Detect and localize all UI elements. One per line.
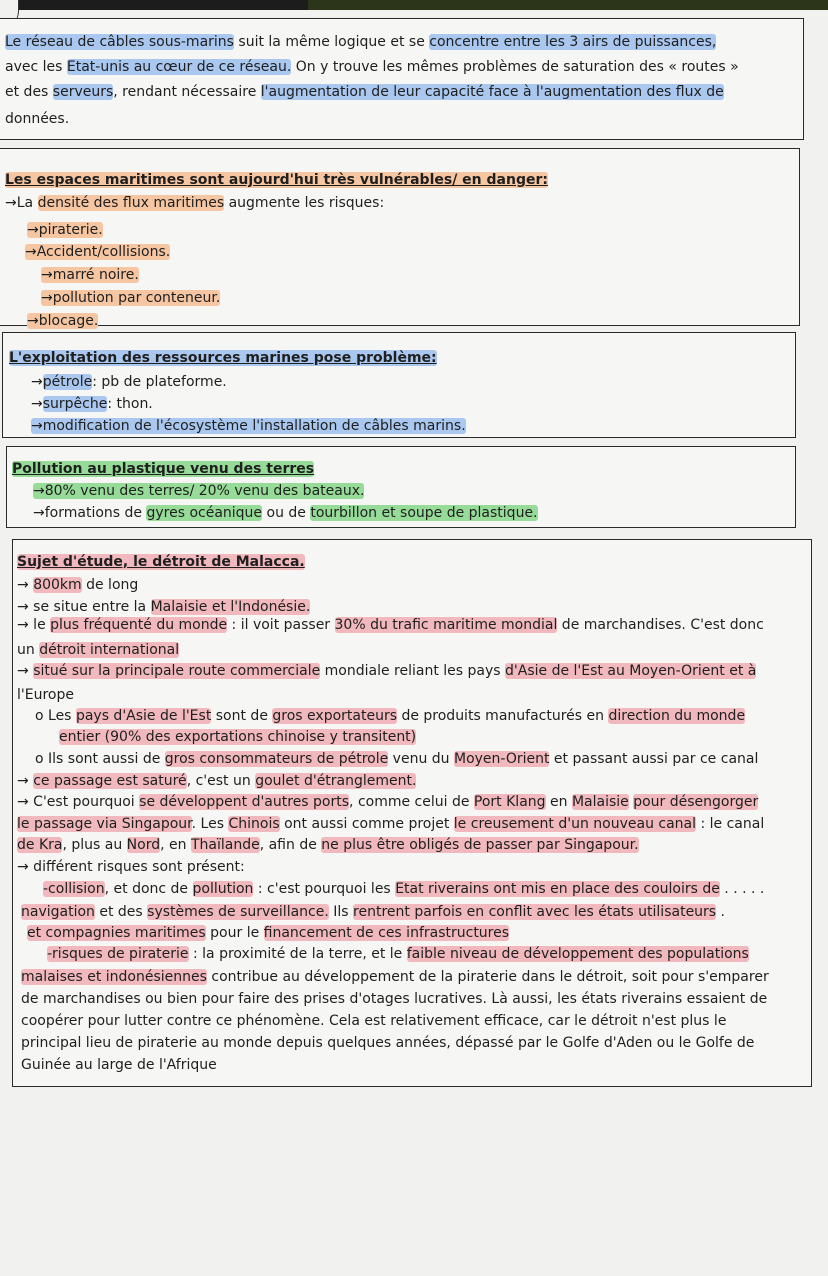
box-malacca-study bbox=[12, 539, 812, 1087]
vulnerability-accidents: →Accident/collisions. bbox=[25, 244, 171, 260]
top-edge-bar bbox=[18, 0, 828, 10]
vulnerability-piracy: →piraterie. bbox=[27, 222, 103, 238]
resources-oil: →pétrole: pb de plateforme. bbox=[31, 374, 227, 390]
malacca-line-14: → différent risques sont présent: bbox=[17, 859, 245, 875]
malacca-line-11: → C'est pourquoi se développent d'autres ports, comme celui de Port Klang en Malaisie pour désengorger bbox=[17, 794, 759, 810]
malacca-line-10: → ce passage est saturé, c'est un goulet d'étranglement. bbox=[17, 773, 417, 789]
cables-line-2: avec les Etat-unis au cœur de ce réseau. On y trouve les mêmes problèmes de saturation des « routes » bbox=[5, 59, 739, 75]
top-edge-accent bbox=[308, 0, 828, 10]
malacca-line-6: l'Europe bbox=[17, 687, 74, 703]
vulnerability-container-pollution: →pollution par conteneur. bbox=[41, 290, 221, 306]
vulnerability-title: Les espaces maritimes sont aujourd'hui très vulnérables/ en danger: bbox=[5, 172, 548, 188]
cables-line-3: et des serveurs, rendant nécessaire l'augmentation de leur capacité face à l'augmentation des flux de bbox=[5, 84, 724, 100]
malacca-line-5: → situé sur la principale route commerciale mondiale reliant les pays d'Asie de l'Est au Moyen-Orient et à bbox=[17, 663, 757, 679]
malacca-line-8: entier (90% des exportations chinoise y transitent) bbox=[59, 729, 417, 745]
malacca-line-16: navigation et des systèmes de surveillance. Ils rentrent parfois en conflit avec les états utilisateurs . bbox=[21, 904, 726, 920]
malacca-line-15: -collision, et donc de pollution : c'est pourquoi les Etat riverains ont mis en place des couloirs de . . . . . bbox=[43, 881, 765, 897]
resources-title: L'exploitation des ressources marines pose problème: bbox=[9, 350, 437, 366]
box-submarine-cables bbox=[0, 18, 804, 140]
plastic-title: Pollution au plastique venu des terres bbox=[12, 461, 315, 477]
malacca-title: Sujet d'étude, le détroit de Malacca. bbox=[17, 554, 305, 570]
malacca-line-17: et compagnies maritimes pour le financement de ces infrastructures bbox=[27, 925, 510, 941]
resources-ecosystem: →modification de l'écosystème l'installation de câbles marins. bbox=[31, 418, 466, 434]
malacca-line-22: principal lieu de piraterie au monde depuis quelques années, dépassé par le Golfe d'Aden ou le Golfe de bbox=[21, 1035, 755, 1051]
malacca-line-23: Guinée au large de l'Afrique bbox=[21, 1057, 217, 1073]
plastic-gyres: →formations de gyres océanique ou de tourbillon et soupe de plastique. bbox=[33, 505, 538, 521]
malacca-line-7: o Les pays d'Asie de l'Est sont de gros exportateurs de produits manufacturés en direction du monde bbox=[35, 708, 746, 724]
cables-line-1: Le réseau de câbles sous-marins suit la même logique et se concentre entre les 3 airs de puissances, bbox=[5, 34, 717, 50]
box-maritime-vulnerability bbox=[0, 148, 800, 329]
malacca-line-4: un détroit international bbox=[17, 642, 180, 658]
vulnerability-blockage: →blocage. bbox=[27, 313, 99, 329]
malacca-line-9: o Ils sont aussi de gros consommateurs de pétrole venu du Moyen-Orient et passant aussi par ce canal bbox=[35, 751, 759, 767]
box-plastic-pollution bbox=[6, 446, 796, 528]
vulnerability-oil-spill: →marré noire. bbox=[41, 267, 139, 283]
malacca-line-18: -risques de piraterie : la proximité de la terre, et le faible niveau de développement des populations bbox=[47, 946, 749, 962]
malacca-line-13: de Kra, plus au Nord, en Thaïlande, afin de ne plus être obligés de passer par Singapour. bbox=[17, 837, 639, 853]
box-marine-resources bbox=[2, 332, 796, 438]
malacca-line-21: coopérer pour lutter contre ce phénomène. Cela est relativement efficace, car le détroit n'est plus le bbox=[21, 1013, 727, 1029]
cables-line-4: données. bbox=[5, 111, 70, 127]
malacca-line-2: → se situe entre la Malaisie et l'Indonésie. bbox=[17, 599, 311, 615]
resources-overfishing: →surpêche: thon. bbox=[31, 396, 153, 412]
vulnerability-line-1: →La densité des flux maritimes augmente les risques: bbox=[5, 195, 385, 211]
malacca-line-3: → le plus fréquenté du monde : il voit passer 30% du trafic maritime mondial de marchandises. C'est donc bbox=[17, 617, 764, 633]
malacca-line-19: malaises et indonésiennes contribue au développement de la piraterie dans le détroit, soit pour s'emparer bbox=[21, 969, 769, 985]
malacca-line-12: le passage via Singapour. Les Chinois ont aussi comme projet le creusement d'un nouveau canal : le canal bbox=[17, 816, 765, 832]
malacca-line-1: → 800km de long bbox=[17, 577, 139, 593]
plastic-origin: →80% venu des terres/ 20% venu des bateaux. bbox=[33, 483, 365, 499]
malacca-line-20: de marchandises ou bien pour faire des prises d'otages lucratives. Là aussi, les états riverains essaient de bbox=[21, 991, 768, 1007]
